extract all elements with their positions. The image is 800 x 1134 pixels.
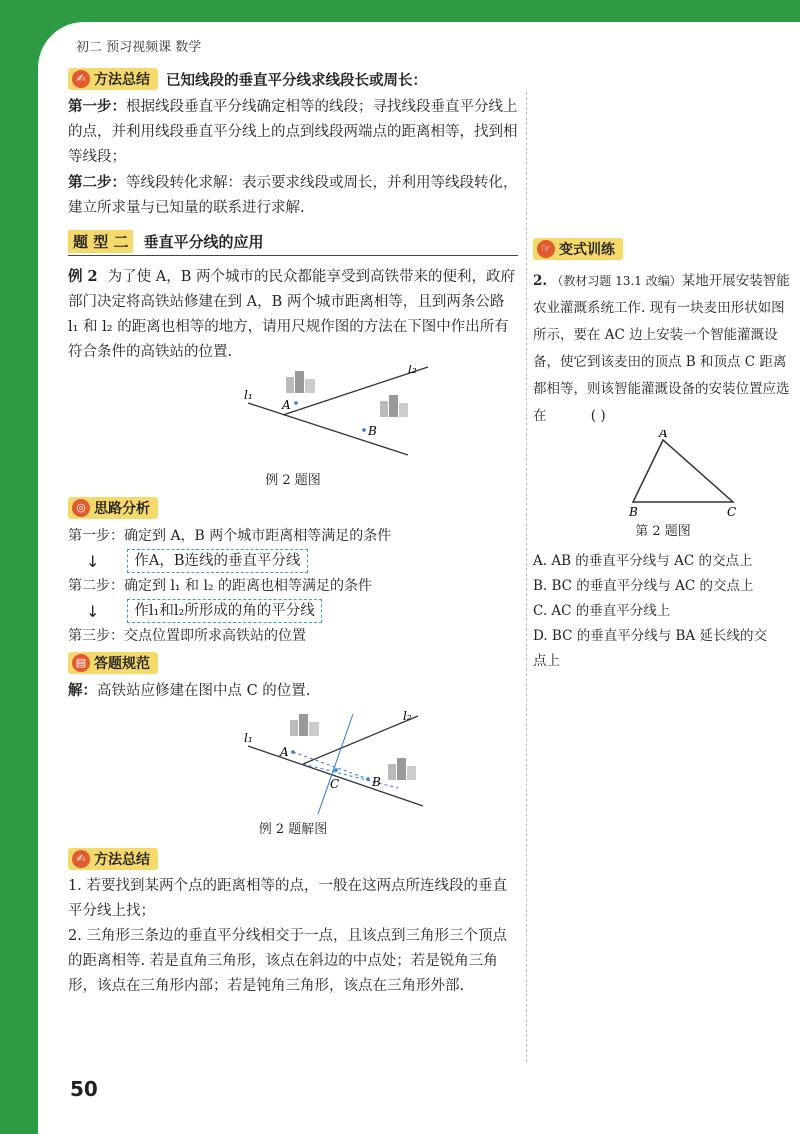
method-summary-title: 已知线段的垂直平分线求线段长或周长：: [166, 72, 427, 89]
question-number: 2.: [533, 273, 548, 289]
triangle-figure: [533, 430, 793, 520]
right-column: [533, 237, 793, 674]
label-b: B: [368, 424, 377, 438]
variant-question: [533, 268, 793, 430]
label-l2: l₂: [403, 709, 412, 723]
road-l2: [303, 716, 418, 764]
method2-label: 方法总结: [94, 852, 150, 868]
analysis-label: 思路分析: [94, 501, 150, 517]
example2-figure: [68, 365, 518, 465]
triangle-caption: 第 2 题图: [635, 524, 691, 539]
section-label: 题 型 二: [68, 230, 133, 253]
label-l1: l₁: [244, 731, 253, 745]
example2-body: 为了使 A，B 两个城市的民众都能享受到高铁带来的便利，政府部门决定将高铁站修建在到 A，B 两个城市距离相等，且到两条公路 l₁ 和 l₂ 的距离也相等的地方，请用尺规作图的方法在下图中作出所有符合条件的高铁站的位置.: [68, 269, 515, 360]
label-b: B: [629, 505, 638, 519]
answer-tag: [68, 652, 158, 674]
city-b-icon: [388, 758, 416, 780]
section-title: 垂直平分线的应用: [143, 232, 264, 251]
example2-caption: 例 2 题图: [265, 473, 321, 488]
answer-block: [68, 651, 518, 837]
question-source: （教材习题 13.1 改编）: [551, 274, 682, 288]
point-b: [366, 777, 370, 781]
angle-bisector: [303, 764, 398, 788]
header-text: 初二 预习视频课 数学: [76, 40, 202, 55]
perpendicular-bisector: [318, 714, 353, 814]
answer-blank[interactable]: ( ): [590, 408, 606, 424]
option-b[interactable]: B. BC 的垂直平分线与 AC 的交点上: [533, 578, 754, 594]
label-b: B: [372, 775, 381, 789]
answer-caption: 例 2 题解图: [258, 822, 328, 837]
city-a-icon: [290, 714, 319, 736]
method2-item1: 1. 若要找到某两个点的距离相等的点，一般在这两点所连线段的垂直平分线上找；: [68, 878, 507, 919]
method2-tag: [68, 848, 158, 870]
label-a: A: [282, 398, 291, 412]
example2-label: 例 2: [68, 268, 98, 285]
step2-text: 等线段转化求解：表示要求线段或周长，并利用等线段转化，建立所求量与已知量的联系进行求解.: [68, 175, 518, 216]
method-summary-label: 方法总结: [94, 72, 150, 88]
label-l2: l₂: [408, 365, 417, 376]
method2-block: [68, 847, 518, 999]
analysis-tag: [68, 497, 158, 519]
road-l1: [248, 746, 423, 806]
point-b: [362, 428, 366, 432]
method-step2: [68, 170, 518, 221]
step2-label: 第二步：: [68, 174, 126, 191]
analysis-box1: 作A，B连线的垂直平分线: [127, 549, 307, 573]
answer-prefix: 解：: [68, 682, 97, 699]
triangle-abc: [633, 440, 733, 502]
hand-icon: ✍: [72, 850, 90, 868]
hand-icon: ✍: [72, 70, 90, 88]
city-b-icon: [380, 395, 408, 417]
label-a: A: [280, 745, 289, 759]
analysis-box2: 作l₁和l₂所形成的角的平分线: [127, 599, 321, 623]
page: [38, 22, 800, 1134]
answer-body: 高铁站应修建在图中点 C 的位置.: [97, 683, 311, 699]
method2-item2: 2. 三角形三条边的垂直平分线相交于一点，且该点到三角形三个顶点的距离相等. 若是直角三角形，该点在斜边的中点处；若是锐角三角形，该点在三角形内部；若是钝角三角形，该点在三角形外部.: [68, 928, 507, 994]
arrow-down-icon: ↓: [86, 601, 100, 621]
point-a: [294, 401, 298, 405]
calendar-icon: ▤: [72, 654, 90, 672]
label-c: C: [727, 505, 737, 519]
analysis-step2: 第二步：确定到 l₁ 和 l₂ 的距离也相等满足的条件: [68, 578, 372, 594]
analysis-step1: 第一步：确定到 A，B 两个城市距离相等满足的条件: [68, 528, 392, 544]
option-a[interactable]: A. AB 的垂直平分线与 AC 的交点上: [533, 553, 753, 569]
brain-icon: ◎: [72, 499, 90, 517]
point-a: [291, 750, 295, 754]
analysis-block: [68, 496, 518, 649]
point-c: [334, 768, 338, 772]
pointing-hand-icon: ☞: [537, 240, 555, 258]
method-step1: [68, 94, 518, 170]
column-divider: [526, 92, 527, 1062]
example2-text: [68, 264, 518, 365]
analysis-step3: 第三步：交点位置即所求高铁站的位置: [68, 628, 306, 644]
page-number: 50: [70, 1077, 98, 1101]
left-column: [68, 62, 518, 999]
label-c: C: [330, 777, 340, 791]
step1-text: 根据线段垂直平分线确定相等的线段；寻找线段垂直平分线上的点，并利用线段垂直平分线上的点到线段两端点的距离相等，找到相等线段；: [68, 99, 518, 165]
option-c[interactable]: C. AC 的垂直平分线上: [533, 603, 671, 619]
question-text: 某地开展安装智能农业灌溉系统工作. 现有一块麦田形状如图所示，要在 AC 边上安装一个智能灌溉设备，使它到该麦田的顶点 B 和顶点 C 距离都相等，则该智能灌溉设备的安装位置应选在: [533, 273, 790, 424]
label-a: A: [659, 430, 668, 440]
variant-tag: [533, 238, 623, 260]
city-a-icon: [286, 371, 315, 393]
answer-label: 答题规范: [94, 656, 150, 672]
variant-label: 变式训练: [559, 242, 615, 258]
step1-label: 第一步：: [68, 98, 126, 115]
method-summary-tag: [68, 68, 158, 90]
label-l1: l₁: [244, 388, 253, 402]
answer-text: [68, 678, 518, 704]
answer-figure: [68, 704, 518, 814]
option-d[interactable]: D. BC 的垂直平分线与 BA 延长线的交点上: [533, 628, 767, 669]
arrow-down-icon: ↓: [86, 551, 100, 571]
options-list: [533, 549, 793, 674]
section-heading: [68, 227, 518, 256]
